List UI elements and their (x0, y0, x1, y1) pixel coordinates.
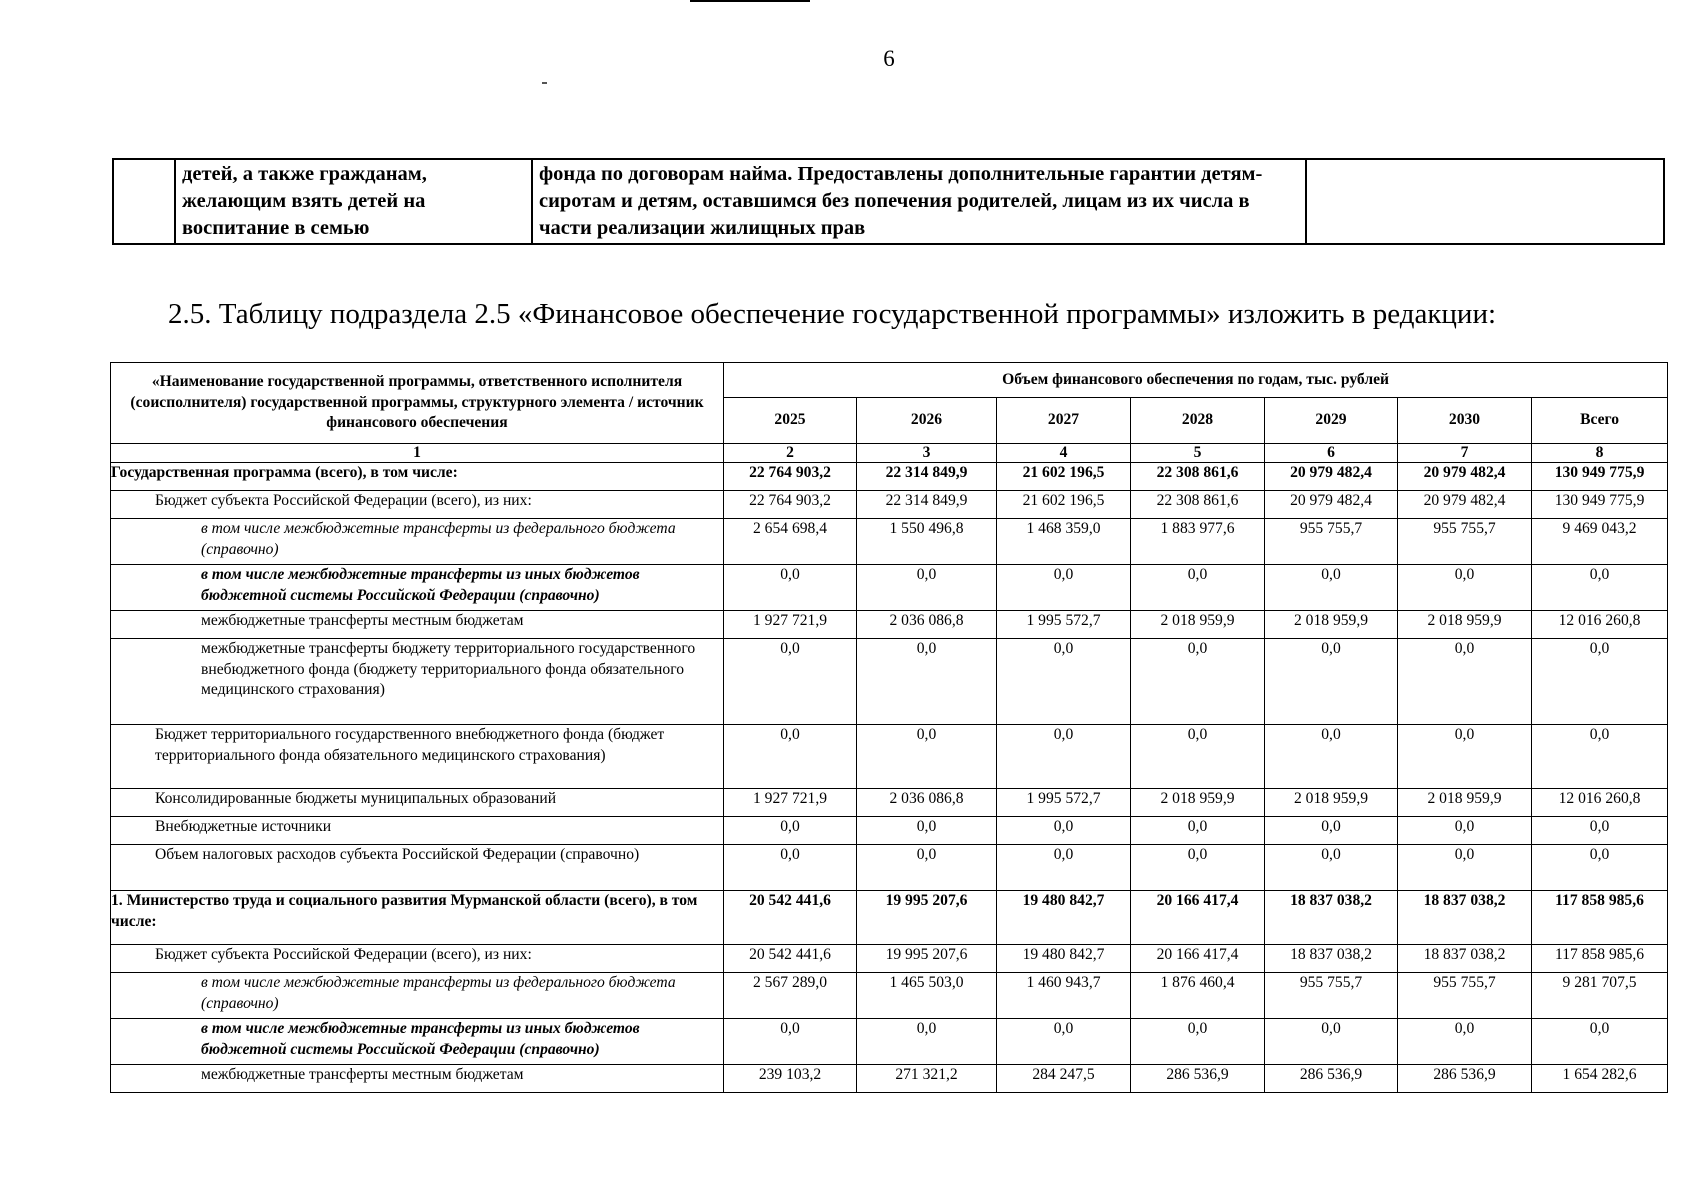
total-header: Всего (1532, 398, 1668, 444)
table-row (111, 845, 1668, 891)
table-row (111, 463, 1668, 491)
row-label: Внебюджетные источники (111, 817, 724, 845)
row-value: 117 858 985,6 (1532, 945, 1668, 973)
row-value: 2 018 959,9 (1265, 611, 1398, 639)
row-value: 1 465 503,0 (857, 973, 997, 1019)
row-label: Бюджет субъекта Российской Федерации (всего), из них: (111, 945, 724, 973)
row-value: 0,0 (1398, 817, 1532, 845)
row-value: 2 018 959,9 (1398, 789, 1532, 817)
row-value: 12 016 260,8 (1532, 611, 1668, 639)
row-label: Объем налоговых расходов субъекта Российской Федерации (справочно) (111, 845, 724, 891)
row-value: 22 308 861,6 (1131, 491, 1265, 519)
continuation-cell-2: детей, а также гражданам, желающим взять детей на воспитание в семью (175, 159, 532, 244)
column-number: 8 (1532, 444, 1668, 463)
row-value: 0,0 (857, 845, 997, 891)
row-value: 286 536,9 (1265, 1065, 1398, 1093)
table-row (111, 817, 1668, 845)
row-value: 0,0 (724, 725, 857, 789)
row-value: 0,0 (1532, 725, 1668, 789)
row-value: 2 036 086,8 (857, 789, 997, 817)
row-label: в том числе межбюджетные трансферты из иных бюджетов бюджетной системы Российской Федерации (справочно) (111, 1019, 724, 1065)
row-value: 18 837 038,2 (1265, 945, 1398, 973)
row-value: 19 480 842,7 (997, 891, 1131, 945)
row-value: 1 654 282,6 (1532, 1065, 1668, 1093)
row-value: 1 995 572,7 (997, 611, 1131, 639)
column-number: 7 (1398, 444, 1532, 463)
row-value: 117 858 985,6 (1532, 891, 1668, 945)
year-header: 2025 (724, 398, 857, 444)
row-value: 0,0 (1131, 725, 1265, 789)
row-value: 0,0 (857, 817, 997, 845)
column-number: 3 (857, 444, 997, 463)
row-value: 0,0 (1265, 725, 1398, 789)
row-value: 19 995 207,6 (857, 891, 997, 945)
row-value: 22 314 849,9 (857, 491, 997, 519)
row-value: 0,0 (1131, 817, 1265, 845)
row-value: 18 837 038,2 (1398, 945, 1532, 973)
table-row (111, 611, 1668, 639)
row-value: 0,0 (724, 1019, 857, 1065)
row-value: 1 468 359,0 (997, 519, 1131, 565)
row-value: 2 018 959,9 (1131, 611, 1265, 639)
row-value: 20 979 482,4 (1265, 491, 1398, 519)
row-value: 0,0 (1265, 1019, 1398, 1065)
row-value: 286 536,9 (1131, 1065, 1265, 1093)
row-value: 271 321,2 (857, 1065, 997, 1093)
row-label: 1. Министерство труда и социального развития Мурманской области (всего), в том числе: (111, 891, 724, 945)
row-value: 0,0 (1131, 1019, 1265, 1065)
table-row (111, 973, 1668, 1019)
row-value: 18 837 038,2 (1265, 891, 1398, 945)
row-value: 20 979 482,4 (1265, 463, 1398, 491)
row-value: 0,0 (997, 725, 1131, 789)
row-value: 20 979 482,4 (1398, 463, 1532, 491)
row-value: 0,0 (997, 639, 1131, 725)
row-value: 955 755,7 (1265, 973, 1398, 1019)
row-value: 21 602 196,5 (997, 463, 1131, 491)
row-value: 2 018 959,9 (1398, 611, 1532, 639)
row-value: 1 876 460,4 (1131, 973, 1265, 1019)
row-value: 0,0 (997, 845, 1131, 891)
row-value: 130 949 775,9 (1532, 491, 1668, 519)
row-value: 9 281 707,5 (1532, 973, 1668, 1019)
row-value: 0,0 (1398, 639, 1532, 725)
row-value: 2 036 086,8 (857, 611, 997, 639)
row-value: 1 927 721,9 (724, 611, 857, 639)
row-value: 0,0 (857, 1019, 997, 1065)
top-edge-mark (690, 0, 810, 2)
table-row (111, 565, 1668, 611)
table-row (111, 945, 1668, 973)
row-value: 0,0 (724, 565, 857, 611)
row-value: 0,0 (1532, 565, 1668, 611)
row-label: межбюджетные трансферты местным бюджетам (111, 1065, 724, 1093)
row-label: в том числе межбюджетные трансферты из иных бюджетов бюджетной системы Российской Федерации (справочно) (111, 565, 724, 611)
row-value: 955 755,7 (1398, 973, 1532, 1019)
row-value: 0,0 (1265, 565, 1398, 611)
row-value: 22 764 903,2 (724, 491, 857, 519)
row-value: 0,0 (997, 565, 1131, 611)
row-value: 1 550 496,8 (857, 519, 997, 565)
column-number-row (111, 444, 1668, 463)
section-heading: 2.5. Таблицу подраздела 2.5 «Финансовое обеспечение государственной программы» изложить в редакции: (168, 298, 1497, 330)
header-row-1 (111, 363, 1668, 398)
row-value: 12 016 260,8 (1532, 789, 1668, 817)
year-header: 2026 (857, 398, 997, 444)
column-number: 5 (1131, 444, 1265, 463)
column-number: 2 (724, 444, 857, 463)
row-value: 22 308 861,6 (1131, 463, 1265, 491)
header-name-cell: «Наименование государственной программы, ответственного исполнителя (соисполнителя) государственной программы, структурного элемента / источник финансового обеспечения (111, 363, 724, 444)
row-value: 130 949 775,9 (1532, 463, 1668, 491)
header-volume-cell: Объем финансового обеспечения по годам, тыс. рублей (724, 363, 1668, 398)
row-value: 21 602 196,5 (997, 491, 1131, 519)
row-value: 0,0 (1532, 639, 1668, 725)
row-value: 1 883 977,6 (1131, 519, 1265, 565)
row-label: Бюджет субъекта Российской Федерации (всего), из них: (111, 491, 724, 519)
row-value: 0,0 (1265, 817, 1398, 845)
row-value: 0,0 (997, 817, 1131, 845)
row-value: 2 567 289,0 (724, 973, 857, 1019)
row-value: 2 018 959,9 (1131, 789, 1265, 817)
row-label: Государственная программа (всего), в том числе: (111, 463, 724, 491)
page-number: 6 (883, 46, 895, 71)
row-label: межбюджетные трансферты бюджету территориального государственного внебюджетного фонда (бюджету территориального фонда обязательного медицинского страхования) (111, 639, 724, 725)
row-value: 18 837 038,2 (1398, 891, 1532, 945)
row-value: 0,0 (857, 639, 997, 725)
row-value: 0,0 (1131, 639, 1265, 725)
continuation-cell-empty (113, 159, 175, 244)
row-value: 20 166 417,4 (1131, 891, 1265, 945)
row-value: 0,0 (1532, 1019, 1668, 1065)
row-value: 0,0 (724, 639, 857, 725)
table-row (111, 891, 1668, 945)
row-value: 0,0 (724, 817, 857, 845)
row-value: 0,0 (1131, 565, 1265, 611)
table-row (111, 1065, 1668, 1093)
row-value: 1 460 943,7 (997, 973, 1131, 1019)
continuation-cell-empty-last (1306, 159, 1664, 244)
year-header: 2028 (1131, 398, 1265, 444)
table-row (111, 639, 1668, 725)
year-header: 2027 (997, 398, 1131, 444)
row-value: 0,0 (1532, 817, 1668, 845)
row-value: 20 542 441,6 (724, 891, 857, 945)
row-value: 1 995 572,7 (997, 789, 1131, 817)
row-value: 20 542 441,6 (724, 945, 857, 973)
row-value: 0,0 (1131, 845, 1265, 891)
row-label: в том числе межбюджетные трансферты из федерального бюджета (справочно) (111, 973, 724, 1019)
row-value: 0,0 (1532, 845, 1668, 891)
row-label: межбюджетные трансферты местным бюджетам (111, 611, 724, 639)
row-value: 286 536,9 (1398, 1065, 1532, 1093)
row-value: 0,0 (997, 1019, 1131, 1065)
row-value: 0,0 (1398, 1019, 1532, 1065)
row-value: 0,0 (1398, 565, 1532, 611)
continuation-row (113, 159, 1664, 244)
row-value: 22 764 903,2 (724, 463, 857, 491)
row-value: 20 979 482,4 (1398, 491, 1532, 519)
row-value: 0,0 (724, 845, 857, 891)
row-value: 1 927 721,9 (724, 789, 857, 817)
row-value: 20 166 417,4 (1131, 945, 1265, 973)
scan-speck (542, 82, 547, 84)
continuation-table (112, 158, 1665, 245)
column-number: 1 (111, 444, 724, 463)
column-number: 6 (1265, 444, 1398, 463)
row-value: 0,0 (857, 725, 997, 789)
row-label: Бюджет территориального государственного внебюджетного фонда (бюджет территориального фонда обязательного медицинского страхования) (111, 725, 724, 789)
row-value: 0,0 (1398, 845, 1532, 891)
row-value: 955 755,7 (1398, 519, 1532, 565)
row-value: 0,0 (1265, 639, 1398, 725)
table-row (111, 1019, 1668, 1065)
row-value: 284 247,5 (997, 1065, 1131, 1093)
column-number: 4 (997, 444, 1131, 463)
row-label: Консолидированные бюджеты муниципальных образований (111, 789, 724, 817)
row-value: 9 469 043,2 (1532, 519, 1668, 565)
year-header: 2030 (1398, 398, 1532, 444)
row-value: 0,0 (857, 565, 997, 611)
row-value: 955 755,7 (1265, 519, 1398, 565)
continuation-cell-3: фонда по договорам найма. Предоставлены дополнительные гарантии детям-сиротам и детям, оставшимся без попечения родителей, лицам из их числа в части реализации жилищных прав (532, 159, 1306, 244)
row-value: 2 018 959,9 (1265, 789, 1398, 817)
table-row (111, 789, 1668, 817)
table-row (111, 725, 1668, 789)
table-row (111, 519, 1668, 565)
row-value: 22 314 849,9 (857, 463, 997, 491)
table-row (111, 491, 1668, 519)
row-value: 19 995 207,6 (857, 945, 997, 973)
financing-table (110, 362, 1668, 1093)
row-value: 239 103,2 (724, 1065, 857, 1093)
row-value: 0,0 (1398, 725, 1532, 789)
row-label: в том числе межбюджетные трансферты из федерального бюджета (справочно) (111, 519, 724, 565)
row-value: 2 654 698,4 (724, 519, 857, 565)
row-value: 0,0 (1265, 845, 1398, 891)
year-header: 2029 (1265, 398, 1398, 444)
row-value: 19 480 842,7 (997, 945, 1131, 973)
